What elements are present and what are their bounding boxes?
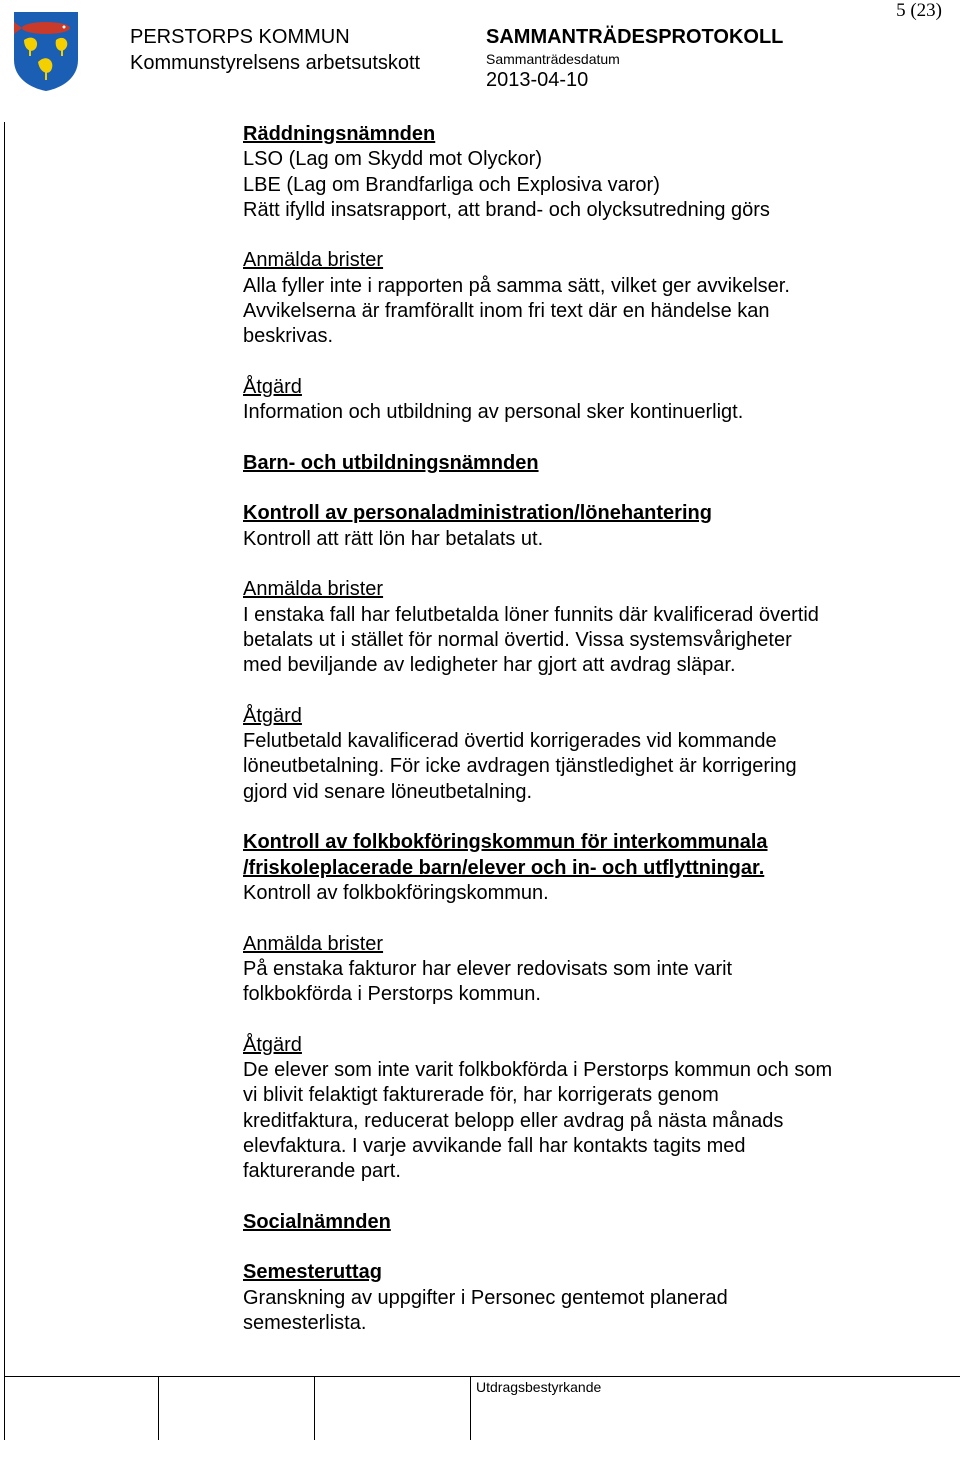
body-text-line: Granskning av uppgifter i Personec gentemot planerad xyxy=(243,1286,728,1309)
section-heading: Semesteruttag xyxy=(243,1261,382,1284)
committee-name: Kommunstyrelsens arbetsutskott xyxy=(130,52,421,74)
paragraph-gap xyxy=(243,1235,943,1260)
section-heading: Kontroll av personaladministration/lönehantering xyxy=(243,502,712,525)
body-text-line: Felutbetald kavalificerad övertid korrigerades vid kommande xyxy=(243,730,777,753)
body-text-line: Alla fyller inte i rapporten på samma sätt, vilket ger avvikelser. xyxy=(243,274,790,297)
body-text-line: semesterlista. xyxy=(243,1311,367,1334)
body-text-line: fakturerande part. xyxy=(243,1160,401,1183)
page-number: 5 (23) xyxy=(896,0,942,21)
body-text-line: Rätt ifylld insatsrapport, att brand- och olycksutredning görs xyxy=(243,198,770,221)
paragraph-gap xyxy=(243,1007,943,1032)
body-text-line: De elever som inte varit folkbokförda i Perstorps kommun och som xyxy=(243,1058,833,1081)
paragraph-gap xyxy=(243,476,943,501)
body-text-line: Information och utbildning av personal sker kontinuerligt. xyxy=(243,401,744,424)
body-text-line: folkbokförda i Perstorps kommun. xyxy=(243,983,541,1006)
paragraph-gap xyxy=(243,552,943,577)
paragraph-gap xyxy=(243,679,943,704)
subheading: Anmälda brister xyxy=(243,578,384,601)
signature-box-divider xyxy=(158,1376,159,1440)
body-text-line: vi blivit felaktigt fakturerade för, har korrigerats genom xyxy=(243,1084,719,1107)
left-margin-rule xyxy=(4,122,5,1440)
meeting-date-label: Sammanträdesdatum xyxy=(486,51,620,67)
signature-box-divider xyxy=(470,1376,471,1440)
paragraph-gap xyxy=(243,906,943,931)
subheading: Åtgärd xyxy=(243,704,302,727)
body-text-line: Kontroll att rätt lön har betalats ut. xyxy=(243,527,544,550)
paragraph-gap xyxy=(243,350,943,375)
body-text-line: kreditfaktura, reducerat belopp eller avdrag på nästa månads xyxy=(243,1109,784,1132)
body-text-line: På enstaka fakturor har elever redovisats som inte varit xyxy=(243,957,733,980)
meeting-date: 2013-04-10 xyxy=(486,69,589,91)
body-text-line: Avvikelserna är framförallt inom fri text där en händelse kan xyxy=(243,300,770,323)
footer-rule xyxy=(4,1376,960,1377)
body-text-line: gjord vid senare löneutbetalning. xyxy=(243,780,533,803)
protocol-body xyxy=(243,122,943,1336)
section-heading: Barn- och utbildningsnämnden xyxy=(243,451,539,474)
section-heading: Kontroll av folkbokföringskommun för interkommunala xyxy=(243,831,768,854)
subheading: Anmälda brister xyxy=(243,932,384,955)
body-text-line: LBE (Lag om Brandfarliga och Explosiva varor) xyxy=(243,173,660,196)
certification-label: Utdragsbestyrkande xyxy=(476,1379,602,1395)
body-text-line: elevfaktura. I varje avvikande fall har kontakts tagits med xyxy=(243,1134,746,1157)
body-text-line: LSO (Lag om Skydd mot Olyckor) xyxy=(243,148,542,171)
paragraph-gap xyxy=(243,223,943,248)
paragraph-gap xyxy=(243,805,943,830)
subheading: Anmälda brister xyxy=(243,249,384,272)
paragraph-gap xyxy=(243,1184,943,1209)
body-text-line: betalats ut i stället för normal övertid. Vissa systemsvårigheter xyxy=(243,628,792,651)
document-type: SAMMANTRÄDESPROTOKOLL xyxy=(486,26,784,48)
body-text-line: Kontroll av folkbokföringskommun. xyxy=(243,881,549,904)
subheading: Åtgärd xyxy=(243,1033,302,1056)
municipality-name: PERSTORPS KOMMUN xyxy=(130,26,350,48)
body-text-line: löneutbetalning. För icke avdragen tjänstledighet är korrigering xyxy=(243,755,797,778)
coat-of-arms-icon xyxy=(12,10,80,92)
section-heading: Socialnämnden xyxy=(243,1210,391,1233)
section-heading: Räddningsnämnden xyxy=(243,123,436,145)
subheading: Åtgärd xyxy=(243,375,302,398)
signature-box-divider xyxy=(314,1376,315,1440)
section-heading: /friskoleplacerade barn/elever och in- och utflyttningar. xyxy=(243,856,765,879)
paragraph-gap xyxy=(243,426,943,451)
body-text-line: med beviljande av ledigheter har gjort att avdrag släpar. xyxy=(243,654,736,677)
body-text-line: I enstaka fall har felutbetalda löner funnits där kvalificerad övertid xyxy=(243,603,819,626)
body-text-line: beskrivas. xyxy=(243,325,334,348)
